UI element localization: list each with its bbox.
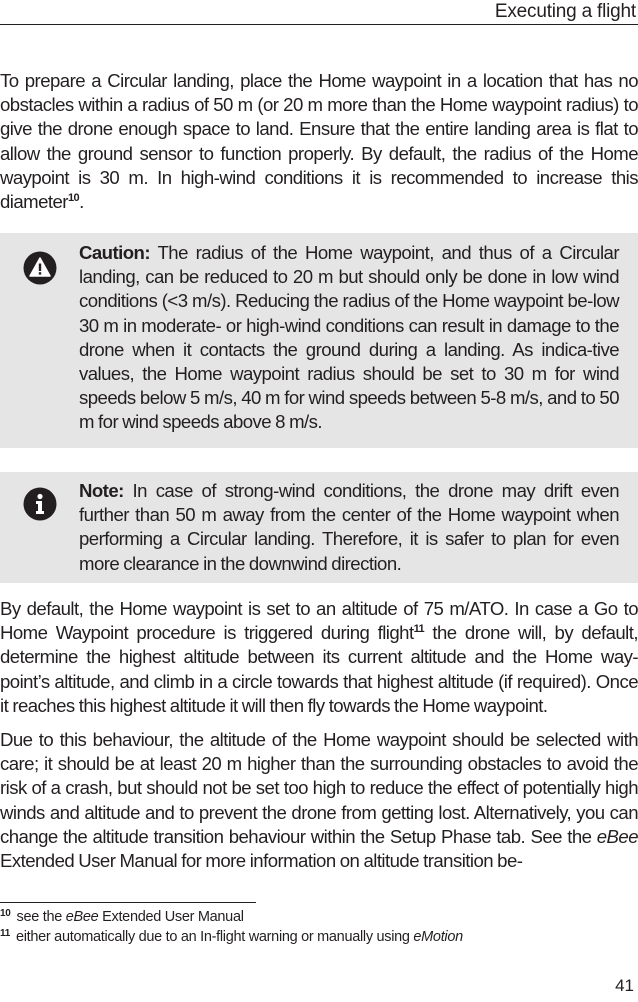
note-box: [0, 472, 638, 583]
footnote-ref-11[interactable]: 11: [413, 623, 425, 636]
paragraph-text-cont: Extended User Manual for more information on altitude transition be-: [0, 850, 523, 872]
running-header: Executing a flight: [494, 1, 636, 22]
warning-triangle-icon: [23, 251, 57, 285]
paragraph-circular-landing: [0, 69, 638, 214]
caution-label: Caution:: [79, 242, 150, 263]
product-name: eBee: [596, 825, 638, 847]
header-divider: [0, 24, 638, 25]
note-text: [79, 479, 619, 576]
footnote-text-cont: Extended User Manual: [98, 909, 244, 925]
paragraph-text-cont: the drone will, by default, determine the highest altitude between its current altitude and the Home way-point’s altitude, and climb in a circle towards that highest altitude (if required). Once it reaches this highest altitude it will then fly towards the Home waypoint.: [0, 622, 638, 716]
footnote-10: [0, 905, 244, 926]
footnote-number: 10: [0, 908, 11, 919]
paragraph-home-altitude: [0, 597, 638, 718]
caution-text: [79, 241, 619, 435]
footnote-11: [0, 925, 463, 946]
paragraph-text: To prepare a Circular landing, place the Home waypoint in a location that has no obstacles within a radius of 50 m (or 20 m more than the Home waypoint radius) to give the drone enough space to land. Ensure that the entire landing area is flat to allow the ground sensor to function properly. By default, the radius of the Home waypoint is 30 m. In high-wind conditions it is recommended to increase this diameter: [0, 70, 638, 213]
footnote-text: see the: [16, 909, 66, 925]
footnote-italic: eBee: [65, 909, 99, 925]
page-number: 41: [615, 976, 634, 995]
footnote-ref-10[interactable]: 10: [67, 192, 80, 205]
footnote-italic: eMotion: [413, 929, 463, 945]
paragraph-text: Due to this behaviour, the altitude of the Home waypoint should be selected with care; it should be at least 20 m higher than the surrounding obstacles to avoid the risk of a crash, but should not be set too high to reduce the effect of potentially high winds and altitude and to prevent the drone from getting lost. Alternatively, you can change the altitude transition behaviour within the Setup Phase tab. See the: [0, 729, 638, 847]
info-icon: [23, 487, 57, 521]
caution-body: The radius of the Home waypoint, and thus of a Circular landing, can be reduced to 20 m but should only be done in low wind conditions (<3 m/s). Reducing the radius of the Home waypoint be-low 30 m in moderate- or high-wind conditions can result in damage to the drone when it contacts the ground during a landing. As indica-tive values, the Home waypoint radius should be set to 30 m for wind speeds below 5 m/s, 40 m for wind speeds between 5-8 m/s, and to 50 m for wind speeds above 8 m/s.: [79, 242, 619, 433]
footnote-divider: [0, 902, 256, 903]
caution-box: [0, 233, 638, 448]
paragraph-altitude-care: [0, 728, 638, 873]
note-body: In case of strong-wind conditions, the drone may drift even further than 50 m away from the center of the Home waypoint when performing a Circular landing. Therefore, it is safer to plan for even more clearance in the downwind direction.: [79, 480, 619, 574]
paragraph-end: .: [79, 191, 84, 213]
note-label: Note:: [79, 480, 124, 501]
paragraph-text: By default, the Home waypoint is set to an altitude of 75 m/ATO. In case a Go to Home Waypoint procedure is triggered during flight: [0, 598, 638, 644]
footnote-number: 11: [0, 928, 10, 939]
footnote-text: either automatically due to an In-flight warning or manually using: [15, 929, 414, 945]
